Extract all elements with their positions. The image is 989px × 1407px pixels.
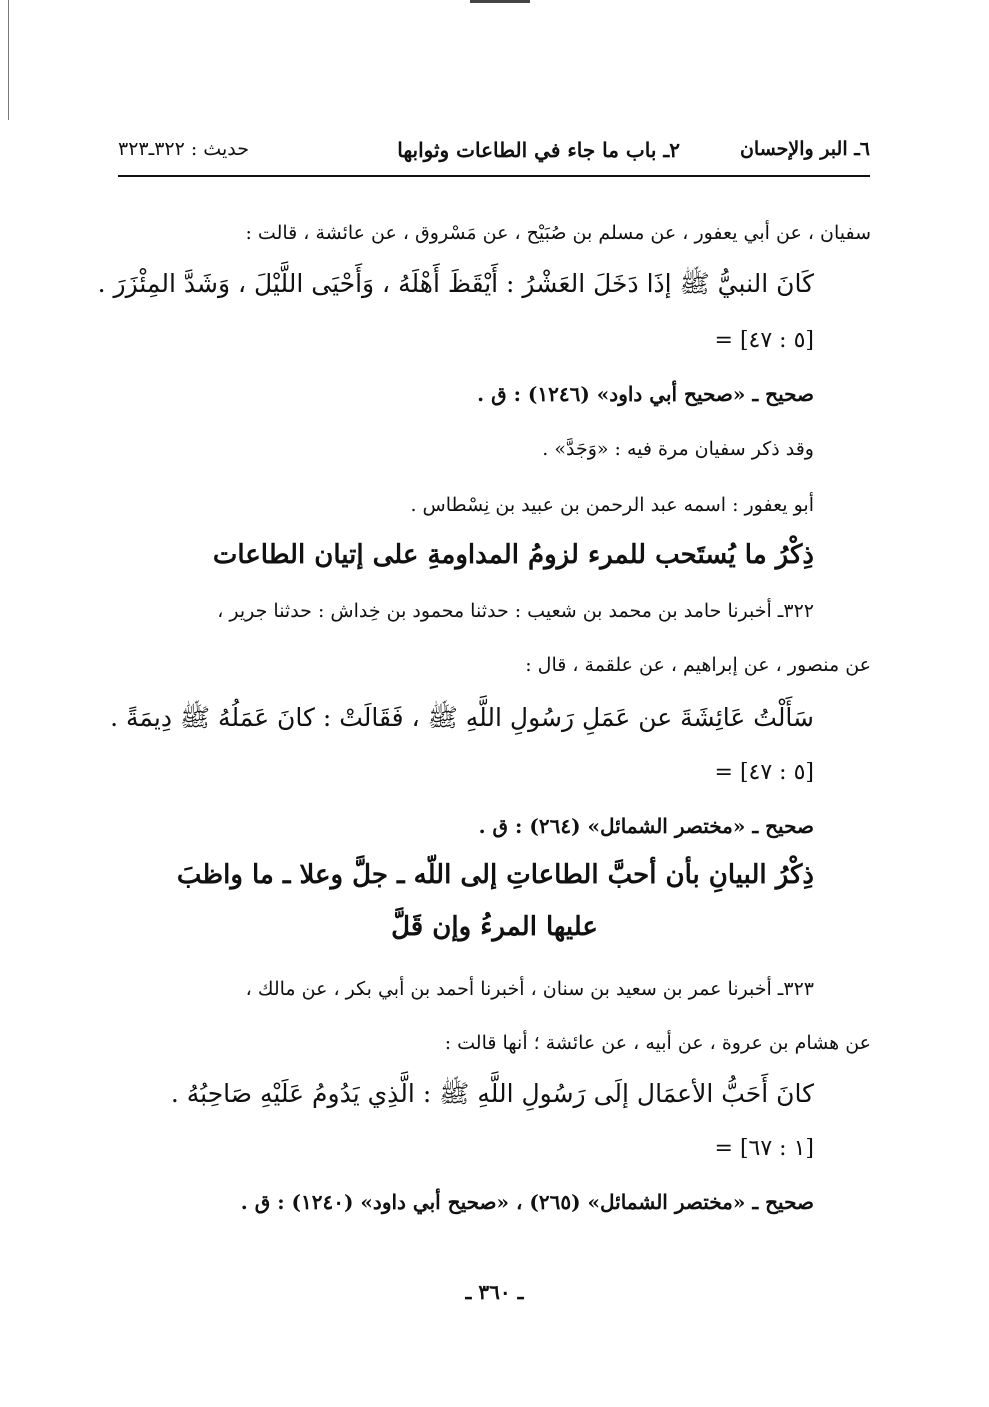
cross-reference: = [١ : ٦٧] bbox=[714, 1136, 814, 1161]
cross-reference: = [٥ : ٤٧] bbox=[714, 760, 814, 785]
cross-reference: = [٥ : ٤٧] bbox=[714, 328, 814, 353]
grading: صحيح ـ «صحيح أبي داود» (١٢٤٦) : ق . bbox=[477, 382, 814, 406]
chapter-title: ٦ـ البر والإحسان bbox=[739, 138, 870, 160]
section-heading: ذِكْرُ البيانِ بأن أحبَّ الطاعاتِ إلى اللّه ـ جلَّ وعلا ـ ما واظبَ bbox=[176, 860, 814, 890]
running-header bbox=[118, 132, 870, 172]
top-mark bbox=[470, 0, 530, 9]
hadith-number-line: ٣٢٣ـ أخبرنا عمر بن سعيد بن سنان ، أخبرنا أحمد بن أبي بكر ، عن مالك ، bbox=[245, 978, 814, 1000]
grading: صحيح ـ «مختصر الشمائل» (٢٦٤) : ق . bbox=[478, 814, 814, 838]
note-line: أبو يعفور : اسمه عبد الرحمن بن عبيد بن نِسْطاس . bbox=[410, 494, 814, 516]
narration-line: سفيان ، عن أبي يعفور ، عن مسلم بن صُبَيْح ، عن مَسْروق ، عن عائشة ، قالت : bbox=[245, 222, 871, 244]
page-number: ـ ٣٦٠ ـ bbox=[465, 1280, 524, 1304]
section-heading: ذِكْرُ ما يُستَحب للمرء لزومُ المداومةِ على إتيان الطاعات bbox=[212, 540, 814, 570]
header-divider bbox=[118, 175, 870, 177]
hadith-text: سَأَلْتُ عَائِشَةَ عن عَمَلِ رَسُولِ اللَّهِ ﷺ ، فَقَالَتْ : كانَ عَمَلُهُ ﷺ دِيمَةً . bbox=[110, 703, 814, 732]
binding-rule bbox=[8, 0, 9, 120]
section-title: ٢ـ باب ما جاء في الطاعات وثوابها bbox=[397, 138, 680, 162]
hadith-range: حديث : ٣٢٢ـ٣٢٣ bbox=[118, 138, 249, 160]
narration-line: عن هشام بن عروة ، عن أبيه ، عن عائشة ؛ أنها قالت : bbox=[444, 1032, 871, 1054]
hadith-text: كانَ أَحَبُّ الأعمَال إلَى رَسُولِ اللَّهِ ﷺ : الَّذِي يَدُومُ عَلَيْهِ صَاحِبُهُ . bbox=[170, 1079, 814, 1108]
section-heading-continued: عليها المرءُ وإن قَلَّ bbox=[391, 912, 598, 942]
narration-line: عن منصور ، عن إبراهيم ، عن علقمة ، قال : bbox=[525, 654, 871, 676]
hadith-text: كَانَ النبيُّ ﷺ إذَا دَخَلَ العَشْرُ : أَيْقَظَ أَهْلَهُ ، وَأَحْيَى اللَّيْلَ ، وَشَدَّ المِئْزَرَ . bbox=[97, 269, 814, 298]
hadith-number-line: ٣٢٢ـ أخبرنا حامد بن محمد بن شعيب : حدثنا محمود بن خِداش : حدثنا جرير ، bbox=[217, 600, 814, 622]
note-line: وقد ذكر سفيان مرة فيه : «وَجَدَّ» . bbox=[542, 438, 814, 460]
grading: صحيح ـ «مختصر الشمائل» (٢٦٥) ، «صحيح أبي داود» (١٢٤٠) : ق . bbox=[240, 1190, 814, 1214]
